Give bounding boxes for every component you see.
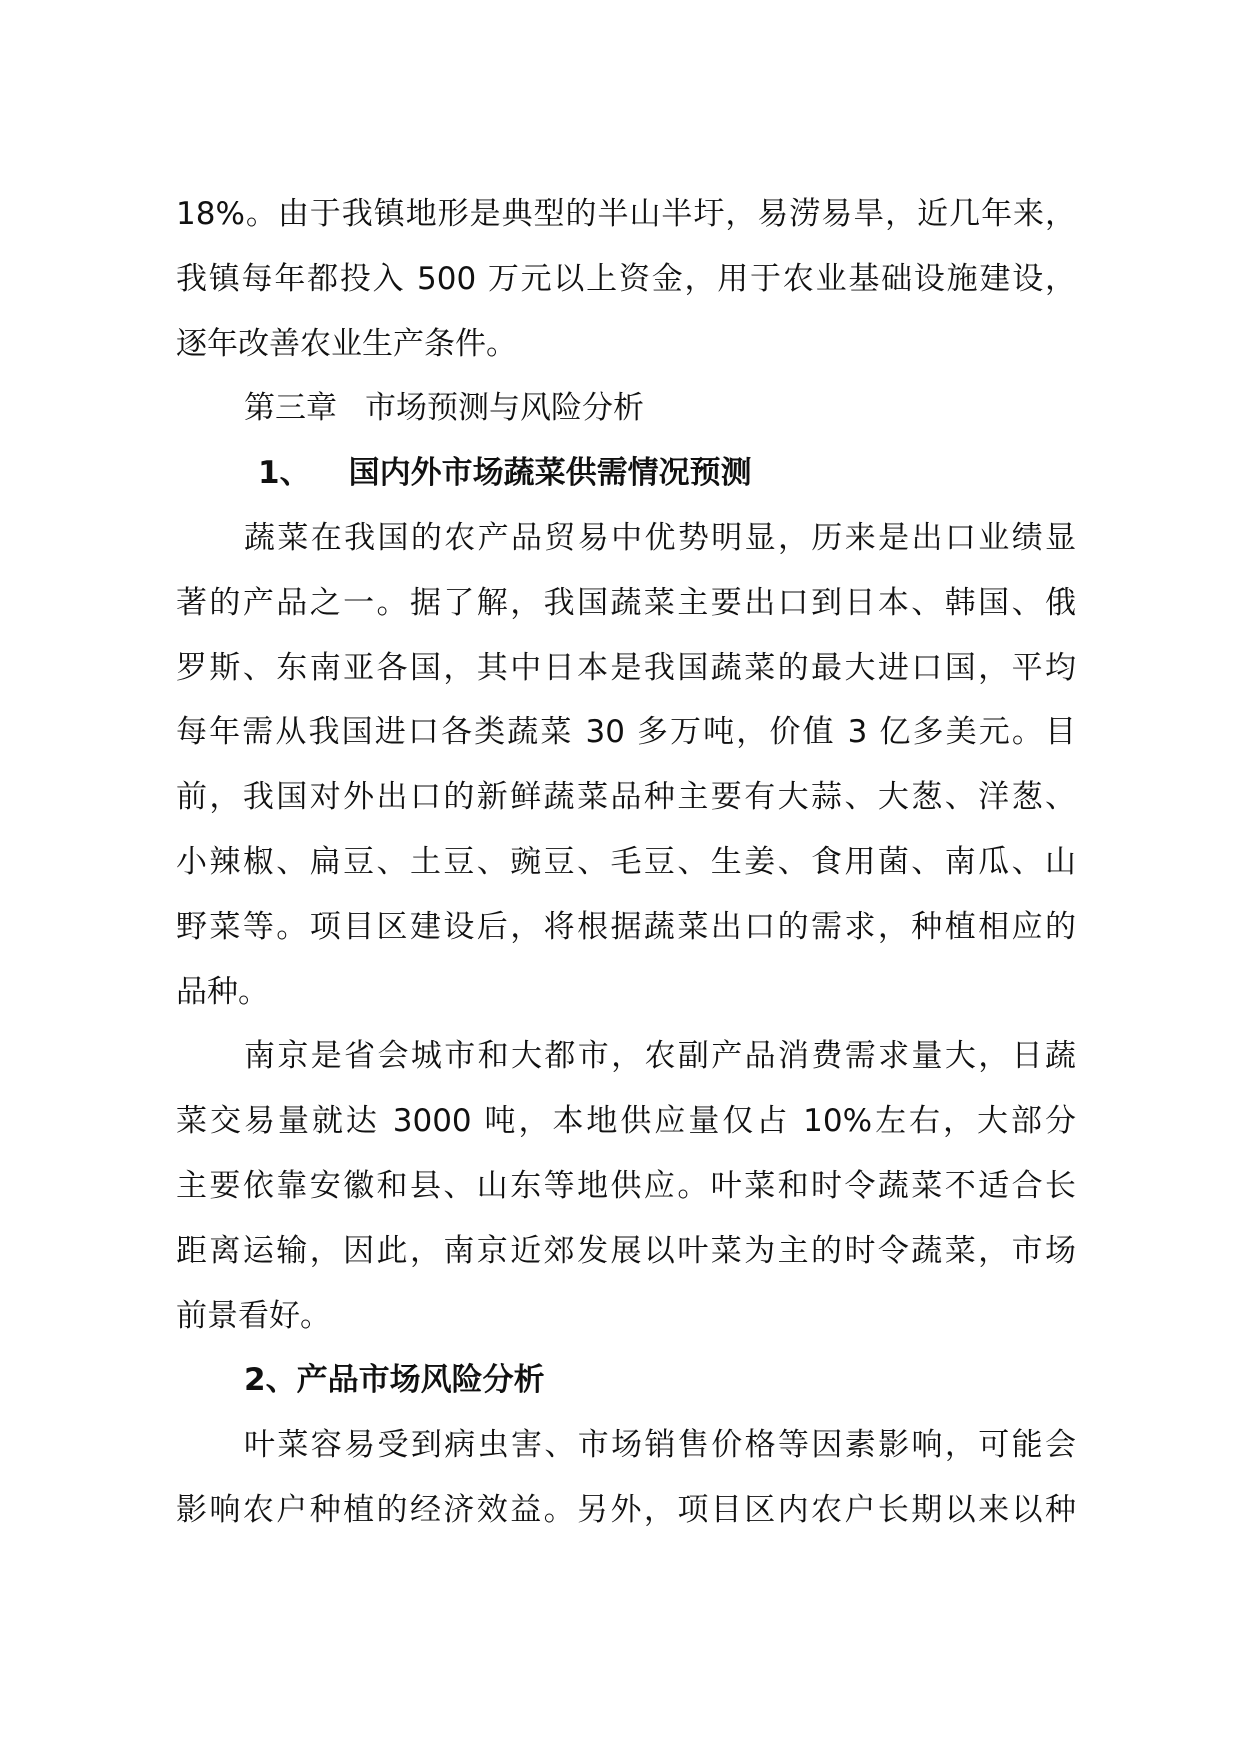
intro-line-1: 18%。由于我镇地形是典型的半山半圩，易涝易旱，近几年来， (176, 196, 1076, 232)
para-1-line-5: 前，我国对外出口的新鲜蔬菜品种主要有大蒜、大葱、洋葱、 (176, 779, 1076, 816)
section-1-number: 1、 (258, 455, 311, 492)
para-2-line-2: 菜交易量就达 3000 吨，本地供应量仅占 10%左右，大部分 (176, 1103, 1076, 1140)
para-1-line-6: 小辣椒、扁豆、土豆、豌豆、毛豆、生姜、食用菌、南瓜、山 (176, 843, 1076, 880)
chapter-label: 第三章 (244, 390, 337, 427)
para-1-line-3: 罗斯、东南亚各国，其中日本是我国蔬菜的最大进口国，平均 (176, 649, 1076, 686)
para-2-line-5: 前景看好。 (176, 1297, 331, 1334)
para-1-line-7: 野菜等。项目区建设后，将根据蔬菜出口的需求，种植相应的 (176, 908, 1076, 945)
para-3-line-2: 影响农户种植的经济效益。另外，项目区内农户长期以来以种 (176, 1491, 1076, 1528)
para-2-line-3: 主要依靠安徽和县、山东等地供应。叶菜和时令蔬菜不适合长 (176, 1167, 1076, 1204)
intro-line-2: 我镇每年都投入 500 万元以上资金，用于农业基础设施建设， (176, 260, 1076, 297)
chapter-title: 市场预测与风险分析 (365, 390, 644, 427)
para-3-line-1: 叶菜容易受到病虫害、市场销售价格等因素影响，可能会 (244, 1427, 1076, 1464)
intro-line-3: 逐年改善农业生产条件。 (176, 325, 517, 362)
section-1-title: 国内外市场蔬菜供需情况预测 (348, 455, 752, 492)
section-1-heading (176, 441, 1076, 506)
para-1-line-4: 每年需从我国进口各类蔬菜 30 多万吨，价值 3 亿多美元。目 (176, 714, 1076, 751)
para-1-line-8: 品种。 (176, 973, 269, 1010)
para-2-line-1: 南京是省会城市和大都市，农副产品消费需求量大，日蔬 (244, 1038, 1076, 1075)
para-1-line-2: 著的产品之一。据了解，我国蔬菜主要出口到日本、韩国、俄 (176, 584, 1076, 621)
para-1-line-1: 蔬菜在我国的农产品贸易中优势明显，历来是出口业绩显 (244, 519, 1076, 556)
section-2-heading: 2、产品市场风险分析 (244, 1362, 545, 1399)
para-2-line-4: 距离运输，因此，南京近郊发展以叶菜为主的时令蔬菜，市场 (176, 1232, 1076, 1269)
document-body (176, 182, 1076, 1543)
chapter-heading (176, 376, 1076, 441)
